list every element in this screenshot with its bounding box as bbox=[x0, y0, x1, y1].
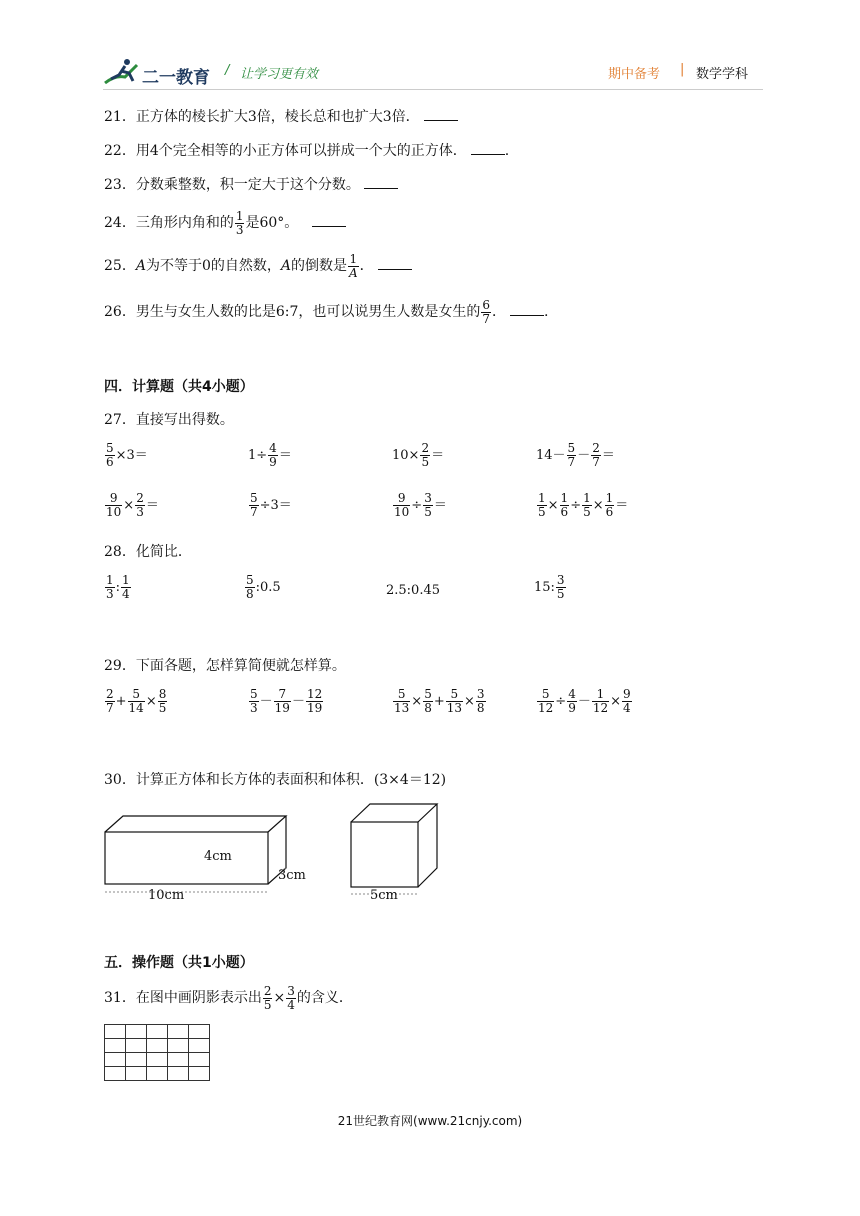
variable-a: A bbox=[135, 258, 146, 274]
numerator: 5 bbox=[128, 688, 145, 702]
question-26 bbox=[104, 294, 548, 330]
question-24 bbox=[104, 205, 346, 241]
numerator: 1 bbox=[538, 491, 546, 505]
header-subject: 数学学科 bbox=[696, 67, 749, 82]
fraction bbox=[235, 210, 245, 237]
numerator: 5 bbox=[246, 573, 254, 587]
fraction bbox=[268, 442, 278, 469]
expr-27-2 bbox=[248, 442, 292, 469]
operator: × bbox=[273, 990, 286, 1006]
question-26-text: 26．男生与女生人数的比是6:7，也可以说男生人数是女生的 bbox=[104, 304, 481, 320]
denominator: 7 bbox=[567, 455, 576, 469]
header-separator: | bbox=[680, 62, 685, 77]
fraction bbox=[274, 688, 291, 715]
numerator: 1 bbox=[349, 251, 358, 266]
numerator: 2 bbox=[421, 441, 430, 455]
question-22 bbox=[104, 140, 509, 161]
expr-27-4 bbox=[536, 442, 615, 469]
denominator: 6 bbox=[106, 455, 114, 469]
expr-rest: ＝ bbox=[601, 448, 615, 463]
numerator: 5 bbox=[250, 687, 258, 701]
numerator: 3 bbox=[287, 983, 295, 998]
fraction bbox=[591, 442, 601, 469]
fraction bbox=[158, 688, 168, 715]
numerator: 5 bbox=[106, 441, 114, 455]
fraction bbox=[105, 492, 122, 519]
denominator: 8 bbox=[424, 701, 432, 715]
numerator: 1 bbox=[235, 208, 244, 223]
expr-29-2 bbox=[248, 688, 324, 715]
expr-28-4 bbox=[534, 574, 567, 601]
expr-rest: ＝ bbox=[145, 498, 159, 513]
denominator: 3 bbox=[235, 222, 244, 237]
fraction bbox=[128, 688, 145, 715]
question-21-text: 21．正方体的棱长扩大3倍，棱长总和也扩大3倍． bbox=[104, 109, 420, 125]
fraction bbox=[567, 442, 577, 469]
operator: × bbox=[464, 694, 475, 709]
question-25-end: ． bbox=[359, 258, 374, 274]
operator: － bbox=[291, 694, 305, 709]
fraction bbox=[622, 688, 632, 715]
operator: × bbox=[145, 694, 157, 709]
denominator: 9 bbox=[269, 455, 277, 469]
fraction bbox=[286, 985, 296, 1012]
operator: ÷ bbox=[570, 498, 582, 513]
denominator: 6 bbox=[560, 505, 569, 519]
question-24-text-end: 是60°。 bbox=[245, 215, 299, 231]
numerator: 2 bbox=[263, 983, 272, 998]
denominator: 8 bbox=[476, 701, 485, 715]
numerator: 6 bbox=[482, 297, 490, 312]
question-25-number: 25． bbox=[104, 258, 136, 274]
denominator: 9 bbox=[568, 701, 576, 715]
numerator: 1 bbox=[106, 573, 114, 587]
numerator: 4 bbox=[568, 687, 576, 701]
question-26-text-end: ． bbox=[492, 304, 506, 320]
fraction bbox=[592, 688, 609, 715]
expr-28-1 bbox=[104, 574, 132, 601]
numerator: 1 bbox=[592, 688, 609, 702]
fraction bbox=[249, 688, 259, 715]
fraction bbox=[605, 492, 615, 519]
question-30: 30．计算正方体和长方体的表面积和体积．(3×4＝12) bbox=[104, 772, 447, 788]
expr-29-3 bbox=[392, 688, 487, 715]
numerator: 1 bbox=[605, 491, 614, 505]
expr-rest: ＝ bbox=[433, 498, 447, 513]
denominator: 7 bbox=[250, 505, 258, 519]
question-31-text: 31．在图中画阴影表示出 bbox=[104, 990, 262, 1006]
expr-27-6 bbox=[248, 492, 292, 519]
header-slogan: 让学习更有效 bbox=[240, 67, 319, 82]
question-23 bbox=[104, 174, 398, 195]
header-divider: / bbox=[225, 63, 230, 78]
answer-blank[interactable] bbox=[378, 255, 412, 270]
question-23-text: 23．分数乘整数，积一定大于这个分数。 bbox=[104, 177, 360, 193]
runner-logo-icon bbox=[103, 57, 139, 87]
denominator: 5 bbox=[538, 505, 546, 519]
denominator: 4 bbox=[287, 997, 295, 1012]
question-27: 27．直接写出得数。 bbox=[104, 412, 234, 428]
fraction bbox=[121, 574, 131, 601]
denominator: 19 bbox=[274, 701, 290, 715]
question-24-text: 24．三角形内角和的 bbox=[104, 215, 234, 231]
question-25-text: 为不等于0的自然数， bbox=[145, 258, 281, 274]
variable-a: A bbox=[280, 258, 291, 274]
numerator: 3 bbox=[556, 573, 565, 587]
denominator: 7 bbox=[106, 701, 114, 715]
cuboid-height-label: 4cm bbox=[204, 849, 232, 864]
numerator: 3 bbox=[424, 491, 432, 505]
numerator: 12 bbox=[306, 687, 323, 701]
operator: － bbox=[259, 694, 273, 709]
answer-blank[interactable] bbox=[471, 140, 505, 155]
operator: － bbox=[577, 448, 591, 463]
answer-blank[interactable] bbox=[510, 301, 544, 316]
expr-pre: 15: bbox=[534, 580, 555, 595]
answer-blank[interactable] bbox=[364, 174, 398, 189]
expr-rest: ＝ bbox=[278, 448, 292, 463]
numerator: 9 bbox=[623, 687, 631, 701]
expr-27-8 bbox=[536, 492, 628, 519]
fraction bbox=[393, 688, 410, 715]
denominator: 4 bbox=[122, 587, 130, 601]
expr-pre: 10× bbox=[392, 448, 420, 463]
numerator: 2 bbox=[106, 687, 114, 701]
fraction bbox=[105, 574, 115, 601]
fraction bbox=[556, 574, 566, 601]
expr-27-7 bbox=[392, 492, 447, 519]
denominator: 14 bbox=[128, 701, 144, 715]
numerator: 2 bbox=[592, 441, 600, 455]
question-22-end: . bbox=[504, 143, 510, 159]
operator: ÷ bbox=[411, 498, 423, 513]
numerator: 2 bbox=[136, 491, 144, 505]
denominator: 13 bbox=[446, 701, 463, 715]
denominator: 5 bbox=[424, 505, 432, 519]
operator: × bbox=[592, 498, 604, 513]
operator: × bbox=[411, 694, 423, 709]
cube-figure bbox=[346, 800, 446, 900]
denominator: 12 bbox=[538, 701, 554, 715]
operator: × bbox=[547, 498, 559, 513]
fraction bbox=[476, 688, 486, 715]
question-31-text-end: 的含义． bbox=[296, 990, 353, 1006]
numerator: 5 bbox=[537, 688, 554, 702]
numerator: 4 bbox=[269, 441, 277, 455]
denominator: 13 bbox=[394, 701, 410, 715]
expr-27-5 bbox=[104, 492, 159, 519]
operator: － bbox=[577, 694, 591, 709]
answer-blank[interactable] bbox=[312, 212, 346, 227]
expr-rest: ×3＝ bbox=[115, 448, 148, 463]
fraction bbox=[393, 492, 410, 519]
expr-28-2 bbox=[244, 574, 281, 601]
fraction bbox=[263, 985, 273, 1012]
denominator: 3 bbox=[106, 587, 114, 601]
fraction bbox=[306, 688, 323, 715]
operator: × bbox=[123, 498, 135, 513]
fraction bbox=[567, 688, 577, 715]
fraction bbox=[560, 492, 570, 519]
expr-27-3 bbox=[392, 442, 444, 469]
denominator: 5 bbox=[583, 505, 591, 519]
header bbox=[0, 55, 860, 95]
question-31 bbox=[104, 980, 353, 1016]
denominator: 5 bbox=[556, 587, 565, 601]
fraction bbox=[249, 492, 259, 519]
fraction bbox=[537, 492, 547, 519]
shading-grid[interactable] bbox=[104, 1024, 210, 1081]
operator: : bbox=[115, 580, 121, 595]
denominator: 7 bbox=[482, 311, 490, 326]
denominator: 5 bbox=[421, 455, 430, 469]
question-28: 28．化简比． bbox=[104, 544, 192, 560]
fraction bbox=[135, 492, 145, 519]
fraction bbox=[423, 492, 433, 519]
numerator: 1 bbox=[122, 573, 130, 587]
numerator: 7 bbox=[274, 688, 291, 702]
operator: + bbox=[433, 694, 445, 709]
fraction bbox=[105, 688, 115, 715]
expr-rest: :0.5 bbox=[255, 580, 281, 595]
fraction bbox=[537, 688, 554, 715]
header-rule bbox=[103, 89, 763, 90]
denominator: 12 bbox=[592, 701, 609, 715]
expr-rest: ＝ bbox=[615, 498, 629, 513]
denominator: 10 bbox=[394, 505, 410, 519]
numerator: 1 bbox=[583, 491, 591, 505]
numerator: 8 bbox=[158, 687, 167, 701]
section-4-title: 四．计算题（共4小题） bbox=[104, 379, 254, 395]
fraction bbox=[446, 688, 463, 715]
expr-29-1 bbox=[104, 688, 168, 715]
fraction bbox=[481, 299, 491, 326]
cuboid-depth-label: 3cm bbox=[278, 868, 306, 883]
fraction bbox=[582, 492, 592, 519]
denominator: 7 bbox=[592, 455, 600, 469]
operator: + bbox=[115, 694, 127, 709]
denominator: 8 bbox=[246, 587, 254, 601]
expr-rest: ÷3＝ bbox=[259, 498, 292, 513]
fraction bbox=[105, 442, 115, 469]
fraction bbox=[348, 253, 359, 280]
cuboid-length-label: 10cm bbox=[148, 888, 185, 903]
denominator: 19 bbox=[306, 701, 323, 715]
fraction bbox=[420, 442, 430, 469]
section-5-title: 五．操作题（共1小题） bbox=[104, 955, 254, 971]
cube-edge-label: 5cm bbox=[370, 888, 398, 903]
operator: ÷ bbox=[555, 694, 567, 709]
expr-rest: ＝ bbox=[431, 448, 445, 463]
expr-29-4 bbox=[536, 688, 633, 715]
denominator: 6 bbox=[605, 505, 614, 519]
operator: × bbox=[610, 694, 622, 709]
question-26-end: . bbox=[544, 304, 549, 320]
footer-text: 21世纪教育网(www.21cnjy.com) bbox=[337, 1114, 523, 1128]
header-exam-label: 期中备考 bbox=[608, 67, 661, 82]
denominator: 5 bbox=[263, 997, 272, 1012]
numerator: 5 bbox=[393, 688, 410, 702]
numerator: 9 bbox=[105, 492, 122, 506]
logo-text: 二一教育 bbox=[142, 68, 210, 88]
question-22-text: 22．用4个完全相等的小正方体可以拼成一个大的正方体． bbox=[104, 143, 467, 159]
numerator: 1 bbox=[560, 491, 569, 505]
question-25-text-2: 的倒数是 bbox=[291, 258, 347, 274]
numerator: 5 bbox=[567, 441, 576, 455]
denominator: 3 bbox=[250, 701, 258, 715]
denominator: 3 bbox=[136, 505, 144, 519]
numerator: 5 bbox=[446, 688, 463, 702]
denominator: 5 bbox=[158, 701, 167, 715]
denominator: A bbox=[349, 265, 358, 280]
expr-28-3: 2.5:0.45 bbox=[386, 583, 440, 598]
numerator: 9 bbox=[393, 492, 410, 506]
denominator: 4 bbox=[623, 701, 631, 715]
fraction bbox=[245, 574, 255, 601]
expr-27-1 bbox=[104, 442, 148, 469]
question-25 bbox=[104, 248, 412, 284]
expr-pre: 14－ bbox=[536, 448, 566, 463]
expr-pre: 1÷ bbox=[248, 448, 268, 463]
numerator: 3 bbox=[476, 687, 485, 701]
answer-blank[interactable] bbox=[424, 106, 458, 121]
fraction bbox=[423, 688, 433, 715]
question-29: 29．下面各题，怎样算简便就怎样算。 bbox=[104, 658, 346, 674]
numerator: 5 bbox=[250, 491, 258, 505]
numerator: 5 bbox=[424, 687, 432, 701]
question-21 bbox=[104, 106, 458, 127]
denominator: 10 bbox=[106, 505, 122, 519]
